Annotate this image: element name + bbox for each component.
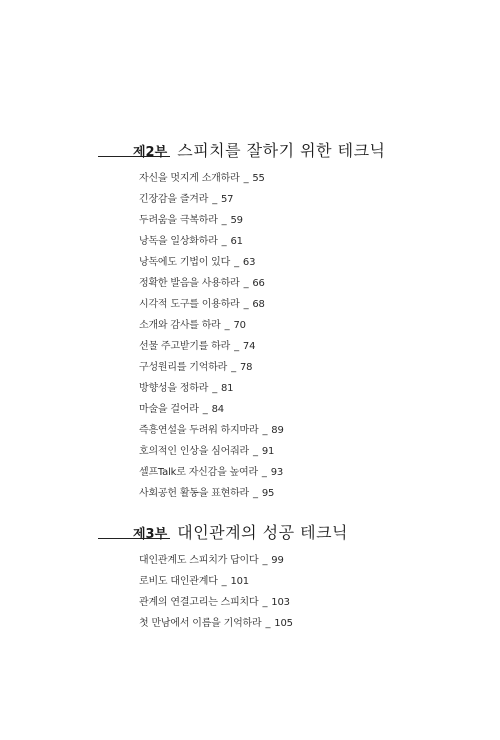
toc-entry[interactable] [139,189,284,210]
toc-entry-title: 소개와 감사를 하라 [139,320,221,331]
toc-entry-separator: _ [212,194,218,205]
toc-entry[interactable] [139,613,293,634]
part-2-label: 제2부 [133,145,168,160]
toc-entry-separator: _ [253,446,258,457]
part-2-title: 스피치를 잘하기 위한 테크닉 [177,141,386,160]
toc-entry-title: 시각적 도구를 이용하라 [139,299,240,310]
toc-entry-page: 68 [252,299,265,310]
toc-entry[interactable] [139,336,284,357]
toc-entry[interactable] [139,483,284,504]
toc-entry-title: 낭독에도 기법이 있다 [139,257,231,268]
toc-entry-separator: _ [262,555,268,566]
toc-entry-page: 91 [261,446,275,457]
toc-entry-title: 호의적인 인상을 심어줘라 [139,446,250,457]
toc-entry-separator: _ [234,257,239,268]
toc-entry[interactable] [139,378,284,399]
toc-entry-separator: _ [221,215,227,226]
toc-entry-title: 긴장감을 즐겨라 [139,194,209,205]
toc-entry-title: 셀프Talk로 자신감을 높여라 [139,467,258,478]
toc-entry-separator: _ [212,383,218,394]
toc-entry-separator: _ [262,425,268,436]
toc-entry[interactable] [139,550,293,571]
toc-entry-separator: _ [224,320,230,331]
toc-entry-page: 70 [233,320,246,331]
toc-entry-title: 정확한 발음을 사용하라 [139,278,240,289]
toc-entry-separator: _ [234,341,239,352]
toc-entry[interactable] [139,462,284,483]
toc-entry-separator: _ [261,467,267,478]
toc-entry-page: 99 [271,555,284,566]
toc-entry-page: 89 [271,425,284,436]
toc-entry-title: 선물 주고받기를 하라 [139,341,231,352]
toc-entry-separator: _ [243,278,249,289]
toc-entry-title: 관계의 연결고리는 스피치다 [139,597,259,608]
toc-entry-title: 대인관계도 스피치가 답이다 [139,555,259,566]
toc-entry-page: 59 [230,215,243,226]
toc-entry-separator: _ [262,597,268,608]
toc-entry-title: 구성원리를 기억하라 [139,362,228,373]
toc-entry-page: 101 [230,576,249,587]
part-2-toc-list [139,168,284,504]
toc-entry-page: 105 [274,618,293,629]
toc-entry-title: 낭독을 일상화하라 [139,236,218,247]
toc-entry-page: 63 [242,257,256,268]
toc-entry-separator: _ [221,576,227,587]
toc-entry-title: 방향성을 정하라 [139,383,209,394]
toc-entry-title: 사회공헌 활동을 표현하라 [139,488,250,499]
toc-entry-title: 즉흥연설을 두려워 하지마라 [139,425,259,436]
toc-entry-separator: _ [253,488,258,499]
toc-entry[interactable] [139,231,284,252]
toc-entry[interactable] [139,168,284,189]
part-3-toc-list [139,550,293,634]
toc-entry-page: 84 [211,404,224,415]
toc-entry-page: 66 [252,278,265,289]
toc-entry-separator: _ [243,299,249,310]
toc-entry-page: 93 [270,467,284,478]
toc-entry-title: 두려움을 극복하라 [139,215,218,226]
toc-entry-title: 마술을 걸어라 [139,404,199,415]
toc-entry-page: 103 [271,597,290,608]
toc-entry-page: 61 [230,236,243,247]
toc-entry-separator: _ [221,236,227,247]
toc-entry[interactable] [139,399,284,420]
toc-entry[interactable] [139,571,293,592]
toc-entry-page: 95 [261,488,275,499]
part-3-title: 대인관계의 성공 테크닉 [177,523,348,542]
toc-entry-page: 74 [242,341,256,352]
part-2-heading [133,138,386,161]
toc-entry-page: 57 [221,194,234,205]
toc-entry-title: 첫 만남에서 이름을 기억하라 [139,618,262,629]
part-3-label: 제3부 [133,527,168,542]
toc-entry[interactable] [139,294,284,315]
part-3-heading [133,520,348,543]
toc-entry-page: 78 [239,362,253,373]
toc-entry[interactable] [139,315,284,336]
toc-entry[interactable] [139,252,284,273]
toc-entry[interactable] [139,420,284,441]
toc-entry-separator: _ [202,404,208,415]
toc-entry[interactable] [139,592,293,613]
toc-entry[interactable] [139,210,284,231]
toc-entry[interactable] [139,273,284,294]
toc-entry-title: 로비도 대인관계다 [139,576,218,587]
toc-entry-separator: _ [265,618,271,629]
toc-entry-separator: _ [231,362,236,373]
toc-entry[interactable] [139,441,284,462]
toc-entry-page: 55 [252,173,265,184]
toc-entry-separator: _ [243,173,249,184]
toc-entry-page: 81 [221,383,234,394]
toc-entry-title: 자신을 멋지게 소개하라 [139,173,240,184]
toc-entry[interactable] [139,357,284,378]
